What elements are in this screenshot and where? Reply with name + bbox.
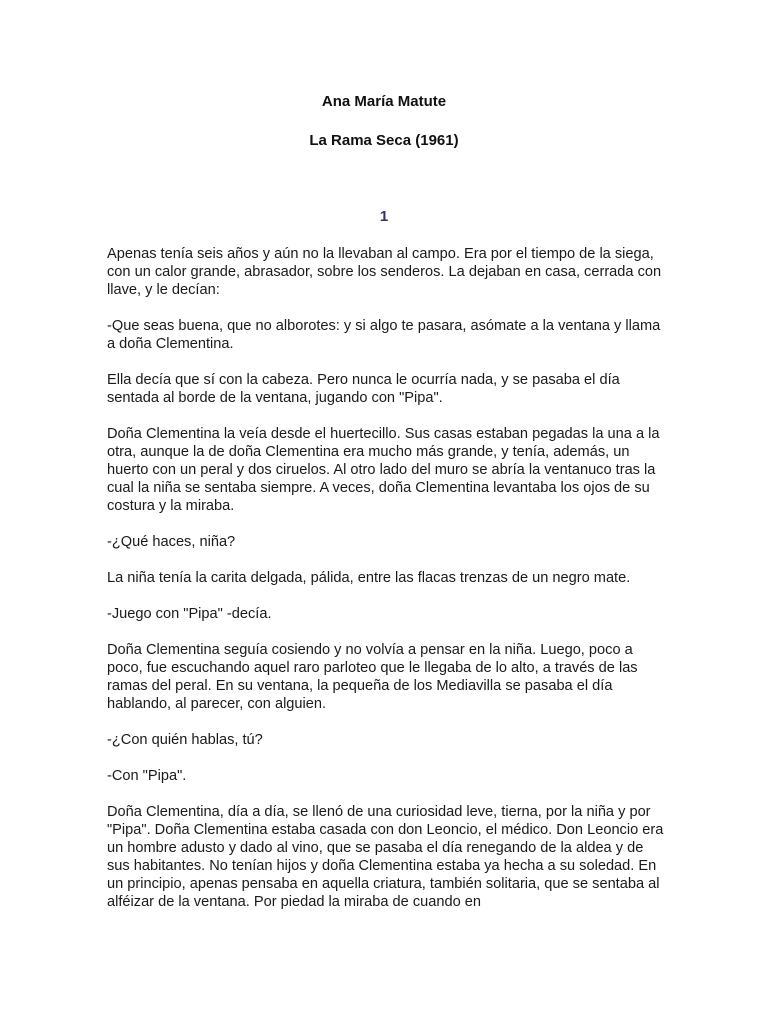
- paragraph: -Juego con "Pipa" -decía.: [107, 606, 272, 622]
- author-name: Ana María Matute: [321, 93, 447, 110]
- work-title: La Rama Seca (1961): [309, 132, 459, 149]
- paragraph: Doña Clementina seguía cosiendo y no volvía a pensar en la niña. Luego, poco a poco, fue escuchando aquel raro parloteo que le llegaba de lo alto, a través de las ramas del peral. En su ventana, la pequeña de los Mediavilla se pasaba el día hablando, al parecer, con alguien.: [107, 642, 638, 712]
- paragraph: -Con "Pipa".: [107, 768, 187, 784]
- paragraph: Ella decía que sí con la cabeza. Pero nunca le ocurría nada, y se pasaba el día sentada al borde de la ventana, jugando con "Pipa".: [107, 372, 620, 406]
- paragraph: La niña tenía la carita delgada, pálida, entre las flacas trenzas de un negro mate.: [107, 570, 631, 586]
- body-text: [107, 245, 667, 929]
- paragraph: -¿Qué haces, niña?: [107, 534, 236, 550]
- paragraph: Doña Clementina, día a día, se llenó de una curiosidad leve, tierna, por la niña y por "Pipa". Doña Clementina estaba casada con don Leoncio, el médico. Don Leoncio era un hombre adusto y dado al vino, que se pasaba el día renegando de la aldea y de sus habitantes. No tenían hijos y doña Clementina estaba ya hecha a su soledad. En un principio, apenas pensaba en aquella criatura, también solitaria, que se sentaba al alféizar de la ventana. Por piedad la miraba de cuando en: [107, 804, 664, 910]
- paragraph: Doña Clementina la veía desde el huertecillo. Sus casas estaban pegadas la una a la otra, aunque la de doña Clementina era mucho más grande, y tenía, además, un huerto con un peral y dos ciruelos. Al otro lado del muro se abría la ventanuco tras la cual la niña se sentaba siempre. A veces, doña Clementina levantaba los ojos de su costura y la miraba.: [107, 426, 660, 514]
- paragraph: Apenas tenía seis años y aún no la llevaban al campo. Era por el tiempo de la siega, con un calor grande, abrasador, sobre los senderos. La dejaban en casa, cerrada con llave, y le decían:: [107, 246, 662, 298]
- paragraph: -Que seas buena, que no alborotes: y si algo te pasara, asómate a la ventana y llama a doña Clementina.: [107, 318, 661, 352]
- paragraph: -¿Con quién hablas, tú?: [107, 732, 263, 748]
- chapter-number: 1: [379, 208, 389, 225]
